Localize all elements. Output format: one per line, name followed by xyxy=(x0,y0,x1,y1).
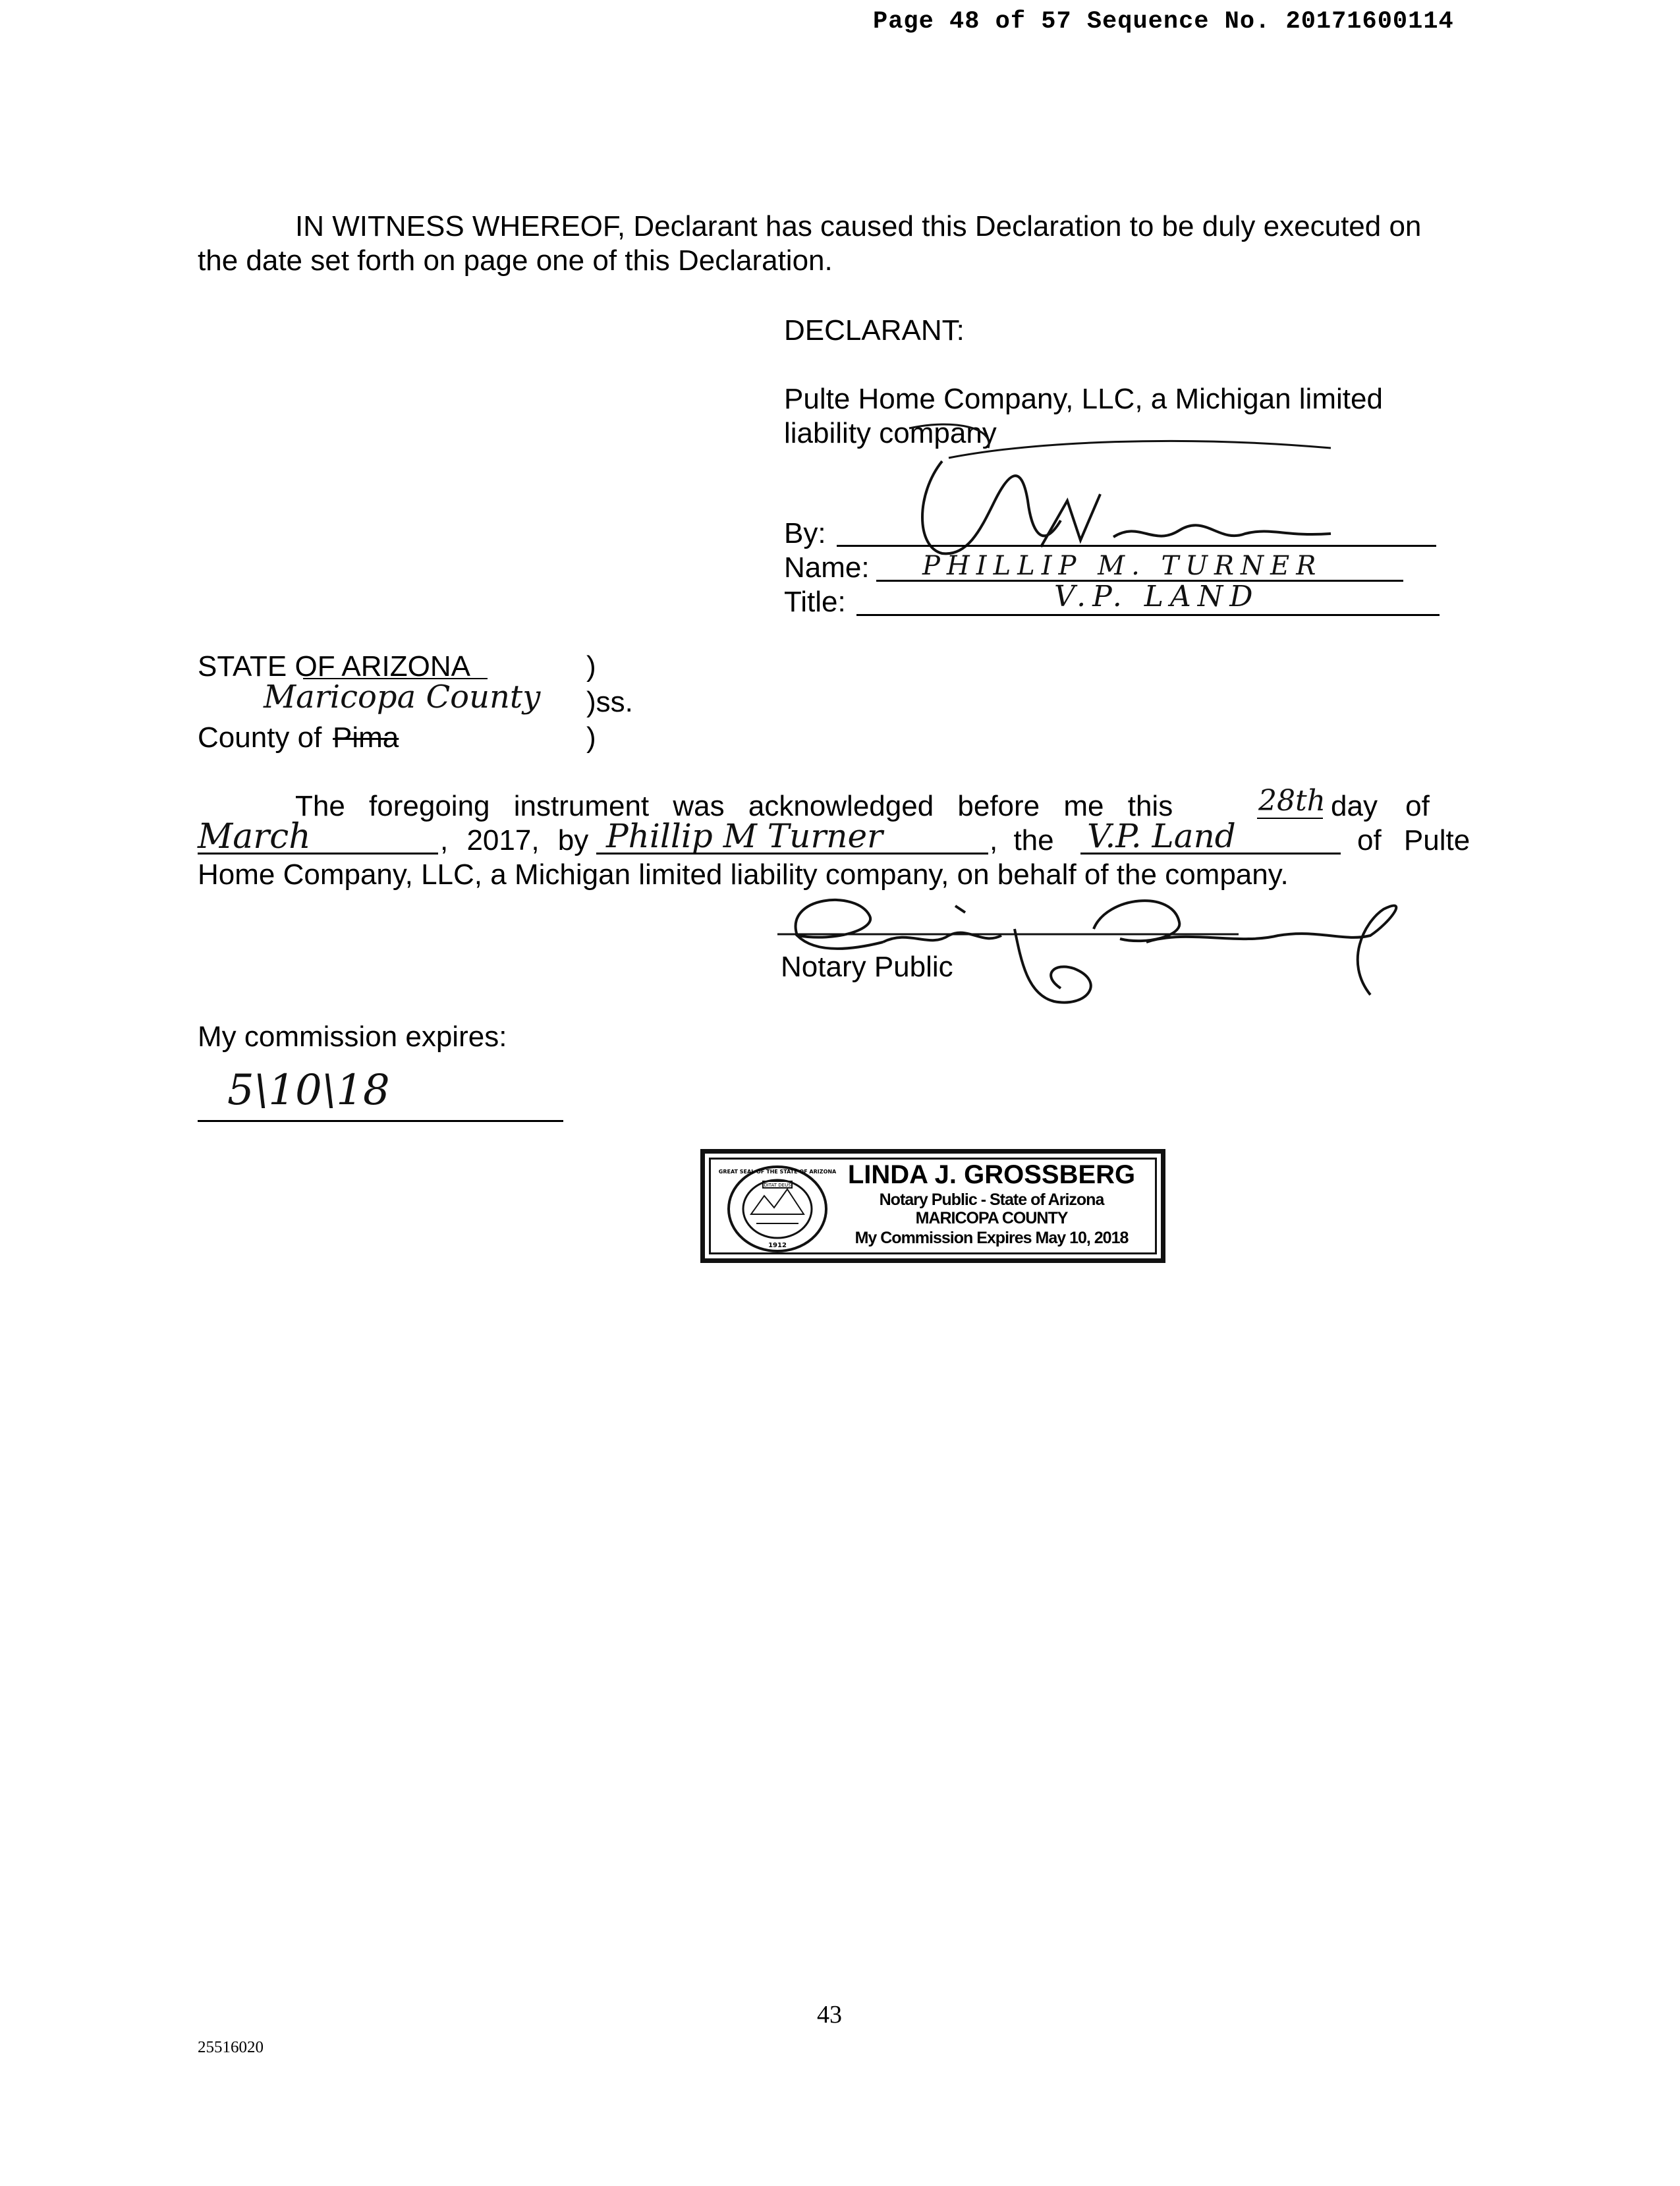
notary-stamp xyxy=(700,1149,1165,1263)
ack-year-by: , 2017, by xyxy=(440,824,589,856)
title-label: Title: xyxy=(784,586,846,618)
county-handwritten: Maricopa County xyxy=(264,679,541,715)
venue-paren-ss: )ss. xyxy=(586,686,633,718)
stamp-line-3: MARICOPA COUNTY xyxy=(915,1209,1068,1227)
declarant-company-line-2: liability company xyxy=(784,417,997,449)
by-label: By: xyxy=(784,517,826,549)
commission-line xyxy=(198,1120,563,1122)
ack-person-value: Phillip M Turner xyxy=(606,817,883,855)
declarant-heading: DECLARANT: xyxy=(784,314,965,347)
commission-label: My commission expires: xyxy=(198,1021,507,1053)
venue-paren-bottom: ) xyxy=(586,721,596,754)
county-struck: Pima xyxy=(333,721,399,754)
title-line xyxy=(856,614,1440,616)
ack-day-line xyxy=(1257,818,1323,819)
page-sequence-header: Page 48 of 57 Sequence No. 20171600114 xyxy=(873,8,1454,36)
seal-year: 1912 xyxy=(768,1242,787,1249)
ack-the: , the xyxy=(990,824,1054,856)
stamp-name: LINDA J. GROSSBERG xyxy=(847,1160,1136,1189)
ack-of-pulte: of Pulte xyxy=(1357,824,1470,856)
ack-person-line xyxy=(596,853,988,855)
county-prefix: County of xyxy=(198,721,322,754)
document-id: 25516020 xyxy=(198,2038,264,2056)
notary-signature xyxy=(777,883,1423,1008)
venue-paren-top: ) xyxy=(586,650,596,683)
ack-role-line xyxy=(1080,853,1341,855)
seal-motto: DITAT DEUS xyxy=(764,1183,791,1188)
ack-day-value: 28th xyxy=(1258,784,1326,818)
ack-day-word: day of xyxy=(1331,790,1430,822)
commission-value: 5\10\18 xyxy=(227,1066,390,1115)
witness-line-2: the date set forth on page one of this Declaration. xyxy=(198,244,833,277)
stamp-line-4: My Commission Expires May 10, 2018 xyxy=(854,1229,1129,1247)
name-label: Name: xyxy=(784,551,870,584)
by-signature-line xyxy=(837,545,1436,547)
ack-line-3: Home Company, LLC, a Michigan limited liability company, on behalf of the company. xyxy=(198,858,1289,891)
state-line: STATE OF ARIZONA xyxy=(198,650,470,683)
declarant-company-line-1: Pulte Home Company, LLC, a Michigan limited xyxy=(784,383,1383,415)
ack-line1-text: The foregoing instrument was acknowledged before me this xyxy=(295,790,1173,822)
seal-ring-text: GREAT SEAL OF THE STATE OF ARIZONA xyxy=(718,1169,837,1175)
page-number: 43 xyxy=(817,2001,842,2029)
notary-public-label: Notary Public xyxy=(781,951,953,983)
ack-month-line xyxy=(198,853,438,855)
stamp-line-2: Notary Public - State of Arizona xyxy=(879,1191,1104,1209)
ack-month-value: March xyxy=(198,817,311,856)
arizona-seal xyxy=(718,1163,837,1255)
title-handwritten: V.P. LAND xyxy=(1054,580,1260,613)
name-handwritten: PHILLIP M. TURNER xyxy=(922,551,1323,581)
ack-role-value: V.P. Land xyxy=(1087,817,1236,855)
witness-line-1: IN WITNESS WHEREOF, Declarant has caused this Declaration to be duly executed on xyxy=(295,210,1422,242)
